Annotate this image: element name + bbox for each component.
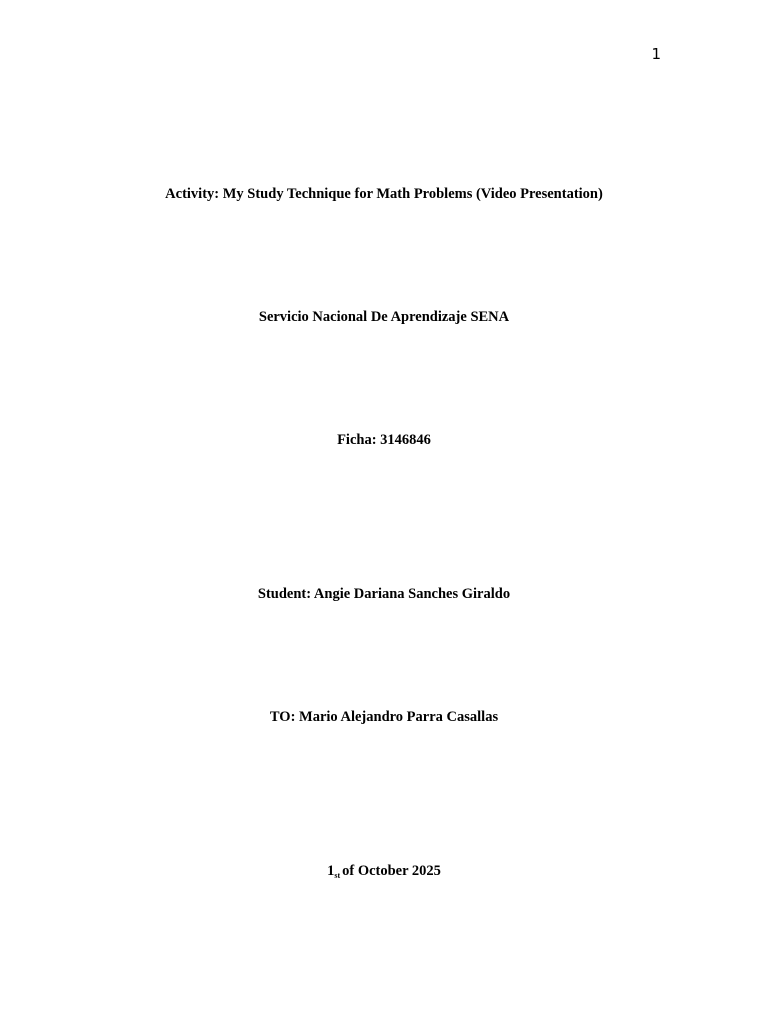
recipient-name: TO: Mario Alejandro Parra Casallas xyxy=(269,709,499,725)
date-rest: of October 2025 xyxy=(342,863,441,879)
document-date xyxy=(0,862,768,882)
ficha-number: Ficha: 3146846 xyxy=(337,432,431,448)
student-name: Student: Angie Dariana Sanches Giraldo xyxy=(257,586,511,602)
institution-name: Servicio Nacional De Aprendizaje SENA xyxy=(258,309,510,325)
date-ordinal-suffix: st xyxy=(334,871,341,880)
date-day: 1 xyxy=(327,863,335,879)
page-number: 1 xyxy=(651,45,661,63)
document-title: Activity: My Study Technique for Math Problems (Video Presentation) xyxy=(165,186,603,202)
